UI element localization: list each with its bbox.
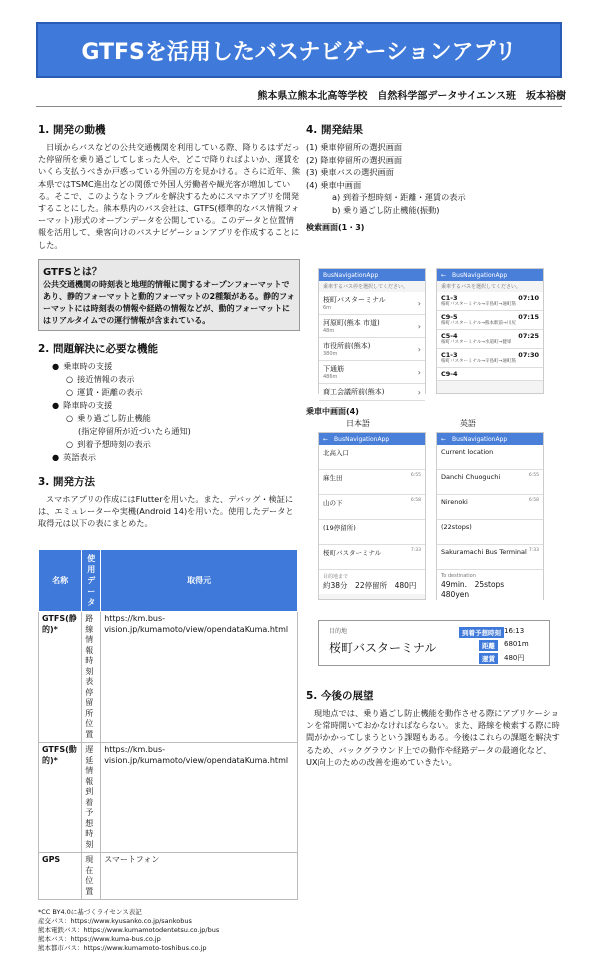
stop-distance: 380m <box>323 351 338 357</box>
label-english: 英語 <box>460 419 476 428</box>
bullet-icon: ● <box>52 360 60 371</box>
route-header[interactable] <box>437 349 543 359</box>
label-japanese: 日本語 <box>346 419 370 428</box>
ride-stop-time: 7:33 <box>410 548 421 553</box>
feature-text: 接近情報の表示 <box>77 373 135 384</box>
app-bar <box>437 433 543 445</box>
feature-item <box>52 399 300 412</box>
table-header: 使用データ <box>82 550 101 612</box>
authors: 熊本県立熊本北高等学校 自然科学部データサイエンス班 坂本裕樹 <box>257 91 566 102</box>
destination-name: 桜町バスターミナル <box>329 641 437 655</box>
route-code: C9-4 <box>441 370 458 378</box>
footer-label: To destination <box>441 573 476 579</box>
table-row <box>39 612 298 743</box>
footer-label: 目的地まで <box>323 574 349 580</box>
route-description: 桜町バスターミナル→水道町→健軍 <box>437 340 543 349</box>
stop-name: 下通筋 <box>323 365 344 373</box>
ride-stop <box>319 495 425 520</box>
stop-name: 桜町バスターミナル <box>323 296 386 304</box>
table-cell: GTFS(動的)* <box>39 743 82 853</box>
credit-line: 熊本電鉄バス：https://www.kumamotodentetsu.co.jp/bus <box>38 926 220 935</box>
route-description: 桜町バスターミナル→辛島町→通町筋 <box>437 302 543 311</box>
list-item[interactable] <box>319 338 425 361</box>
feature-item <box>66 438 300 451</box>
stop-name: 商工会議所前(熊本) <box>323 388 385 396</box>
ride-stop <box>437 520 543 545</box>
fare-value: 480円 <box>504 654 525 662</box>
section-3-body: スマホアプリの作成にはFlutterを用いた。また、デバッグ・検証には、エミュレーターや実機(Android 14)を用いた。使用したデータと取得元は以下の表にまとめた。 <box>38 493 294 529</box>
result-list <box>306 141 566 216</box>
credit-line: 熊本都市バス：https://www.kumamoto-toshibus.co.jp <box>38 944 207 953</box>
chevron-right-icon: › <box>417 298 421 308</box>
feature-item <box>52 451 300 464</box>
distance-badge: 距離 <box>479 640 498 651</box>
destination-label: 目的地 <box>329 628 348 635</box>
bullet-icon: ○ <box>66 412 74 423</box>
stop-info <box>323 364 344 380</box>
left-column <box>38 122 300 953</box>
table-cell: https://km.bus-vision.jp/kumamoto/view/opendataKuma.html <box>101 612 298 743</box>
list-item[interactable] <box>319 384 425 401</box>
section-5 <box>306 688 562 768</box>
footer-summary: 49min. 25stops 480yen <box>441 580 512 599</box>
eta-badge: 到着予想時刻 <box>459 627 504 638</box>
ride-footer <box>319 570 425 594</box>
table-row <box>39 853 298 900</box>
route-header[interactable] <box>437 311 543 321</box>
ride-footer <box>437 570 543 602</box>
app-title: BusNavigationApp <box>323 271 379 279</box>
section-2-heading: 2. 問題解決に必要な機能 <box>38 342 158 355</box>
ride-stop-name: 山の下 <box>323 499 343 507</box>
feature-text: 運賃・距離の表示 <box>77 386 143 397</box>
chevron-right-icon: › <box>417 367 421 377</box>
riding-caption: 乗車中画面(4) <box>306 407 359 416</box>
table-cell: スマートフォン <box>101 853 298 900</box>
feature-item <box>66 373 300 386</box>
ride-stop <box>319 445 425 470</box>
route-time: 07:30 <box>518 351 539 359</box>
list-item[interactable] <box>319 315 425 338</box>
stop-name: 市役所前(熊本) <box>323 342 371 350</box>
app-title: BusNavigationApp <box>452 271 508 279</box>
data-source-table <box>38 549 298 900</box>
result-item: (1) 乗車停留所の選択画面 <box>306 142 403 152</box>
feature-text: 乗り過ごし防止機能 <box>77 412 151 423</box>
table-cell: 路線情報 時刻表 停留所位置 <box>82 612 101 743</box>
app-title: BusNavigationApp <box>452 435 508 443</box>
ride-stop-name: Sakuramachi Bus Terminal <box>441 548 527 556</box>
ride-stop <box>319 545 425 570</box>
chevron-right-icon: › <box>417 344 421 354</box>
result-item: (3) 乗車バスの選択画面 <box>306 167 394 177</box>
feature-text: 英語表示 <box>63 451 96 462</box>
ride-stop-time: 6:55 <box>410 473 421 478</box>
back-arrow-icon[interactable]: ← <box>441 271 447 279</box>
ride-stop-time: 7:33 <box>528 548 539 553</box>
ride-stop-name: (22stops) <box>441 523 472 531</box>
destination-card <box>318 620 550 666</box>
gtfs-box <box>38 259 300 331</box>
chevron-right-icon: › <box>417 387 421 397</box>
route-description: 桜町バスターミナル→辛島町→通町筋 <box>437 359 543 368</box>
chevron-right-icon: › <box>417 321 421 331</box>
ride-stop-name: 北高入口 <box>323 449 349 457</box>
feature-text: (指定停留所が近づいたら通知) <box>78 425 191 436</box>
route-header[interactable] <box>437 330 543 340</box>
route-code: C5-4 <box>441 332 458 340</box>
ride-stop-name: Danchi Chuoguchi <box>441 473 501 481</box>
ride-stop <box>437 445 543 470</box>
ride-stop <box>437 495 543 520</box>
feature-text: 降車時の支援 <box>63 399 113 410</box>
stop-info <box>323 387 384 397</box>
ride-stop-time: 6:55 <box>528 473 539 478</box>
feature-text: 乗車時の支援 <box>63 360 113 371</box>
poster-title: GTFSを活用したバスナビゲーションアプリ <box>36 22 562 78</box>
footer-summary: 約38分 22停留所 480円 <box>323 581 417 590</box>
stop-distance: 486m <box>323 374 338 380</box>
stop-distance: 48m <box>323 328 335 334</box>
ride-stop-time: 6:58 <box>410 498 421 503</box>
license-credits <box>38 908 300 953</box>
list-item[interactable] <box>319 292 425 315</box>
ride-stop-name: 桜町バスターミナル <box>323 549 382 557</box>
table-header: 取得元 <box>101 550 298 612</box>
eta-value: 16:13 <box>504 627 525 635</box>
phone-stop-select <box>318 268 426 397</box>
credit-line: 産交バス：https://www.kyusanko.co.jp/sankobus <box>38 917 192 926</box>
section-3-heading: 3. 開発方法 <box>38 475 95 488</box>
bullet-icon: ○ <box>66 386 74 397</box>
table-cell: 現在位置 <box>82 853 101 900</box>
bullet-icon: ● <box>52 451 60 462</box>
ride-stop-name: Nirenoki <box>441 498 468 506</box>
bullet-icon: ● <box>52 399 60 410</box>
fare-badge: 運賃 <box>479 653 498 664</box>
route-code: C1-3 <box>441 294 458 302</box>
gtfs-body: 公共交通機関の時刻表と地理的情報に関するオープンフォーマットであり、静的フォーマットと動的フォーマットの2種類がある。静的フォーマットには時刻表の情報や経路の情報などが、動的フォーマットにはリアルタイムでの運行情報が含まれている。 <box>43 279 295 325</box>
back-arrow-icon[interactable]: ← <box>441 435 447 443</box>
feature-text: 到着予想時刻の表示 <box>77 438 151 449</box>
section-4-heading: 4. 開発結果 <box>306 124 363 136</box>
table-cell: GTFS(静的)* <box>39 612 82 743</box>
section-1-heading: 1. 開発の動機 <box>38 124 106 136</box>
ride-stop <box>319 520 425 545</box>
section-1-body: 日頃からバスなどの公共交通機関を利用している際、降りるはずだった停留所を乗り過ごしてしまった人や、どこで降りればよいか、運賃をいくら支払うべきか戸惑っている外国の方を見かける。さらに近年、熊本県ではTSMC進出などの関係で外国人労働者や観光客が増加している。そこで、このようなトラブルを解決するためにスマホアプリを開発することにした。熊本県内のバス会社は、GTFS(標準的なバス情報フォーマット)形式のオープンデータを公開している。このデータと位置情報を活用して、乗客向けのバスナビゲーションアプリを作成することにした。 <box>38 142 301 250</box>
app-title: BusNavigationApp <box>334 435 390 443</box>
app-bar <box>319 433 425 445</box>
feature-item <box>66 412 300 425</box>
section-5-body: 現地点では、乗り過ごし防止機能を動作させる際にアプリケーションを常時開いておかなければならない。また、路線を検索する際に時間がかかってしまうという課題もある。今後はこれらの課題を解決するため、バックグラウンド上での動作や経路データの最適化など、UX向上のための改善を進めていきたい。 <box>306 708 560 767</box>
phone-bus-select <box>436 268 544 394</box>
feature-list <box>52 360 300 464</box>
route-code: C9-5 <box>441 313 458 321</box>
route-time: 07:10 <box>518 294 539 302</box>
divider <box>36 106 562 107</box>
table-cell: 遅延情報 到着予想時刻 <box>82 743 101 853</box>
right-column <box>306 122 566 233</box>
phone-riding-en <box>436 432 544 600</box>
gtfs-heading: GTFSとは？ <box>43 266 102 278</box>
table-row <box>39 743 298 853</box>
ride-stop-name: 麻生田 <box>323 474 343 482</box>
result-item: (2) 降車停留所の選択画面 <box>306 154 403 165</box>
distance-value: 6801m <box>504 640 529 648</box>
credit-line: *CC BY4.0に基づくライセンス表記 <box>38 908 142 917</box>
table-cell: https://km.bus-vision.jp/kumamoto/view/opendataKuma.html <box>101 743 298 853</box>
ride-stop-name: Current location <box>441 448 494 456</box>
route-description <box>437 378 543 381</box>
result-subitem: b) 乗り過ごし防止機能(振動) <box>332 204 440 215</box>
section-5-heading: 5. 今後の展望 <box>306 690 374 702</box>
back-arrow-icon[interactable]: ← <box>323 435 329 443</box>
hint-text: 乗車するバス停を選択してください。 <box>323 284 409 290</box>
route-code: C1-3 <box>441 351 458 359</box>
list-item[interactable] <box>319 361 425 384</box>
stop-info <box>323 318 380 334</box>
stop-distance: 6m <box>323 305 332 311</box>
table-header: 名称 <box>39 550 82 612</box>
route-time: 07:25 <box>518 332 539 340</box>
stop-info <box>323 341 370 357</box>
app-bar <box>319 269 425 281</box>
search-caption: 検索画面(1・3) <box>306 223 365 232</box>
route-header[interactable] <box>437 292 543 302</box>
ride-stop-time: 6:58 <box>528 498 539 503</box>
credit-line: 熊本バス：https://www.kuma-bus.co.jp <box>38 935 161 944</box>
table-cell: GPS <box>39 853 82 900</box>
ride-stop <box>437 470 543 495</box>
result-subitem: a) 到着予想時刻・距離・運賃の表示 <box>332 192 466 202</box>
route-time: 07:15 <box>518 313 539 321</box>
feature-item <box>78 425 300 438</box>
route-header[interactable] <box>437 368 543 378</box>
feature-item <box>52 360 300 373</box>
bullet-icon: ○ <box>66 438 74 449</box>
stop-info <box>323 295 386 311</box>
ride-stop <box>437 545 543 570</box>
ride-stop <box>319 470 425 495</box>
stop-name: 河原町(熊本 市道) <box>323 319 380 327</box>
bullet-icon: ○ <box>66 373 74 384</box>
result-item: (4) 乗車中画面 <box>306 179 362 190</box>
feature-item <box>66 386 300 399</box>
app-bar <box>437 269 543 281</box>
ride-stop-name: (19停留所) <box>323 524 356 532</box>
phone-riding-jp <box>318 432 426 600</box>
hint-text: 乗車するバスを選択してください。 <box>441 284 522 290</box>
route-description: 桜町バスターミナル→熊本駅前→川尻 <box>437 321 543 330</box>
